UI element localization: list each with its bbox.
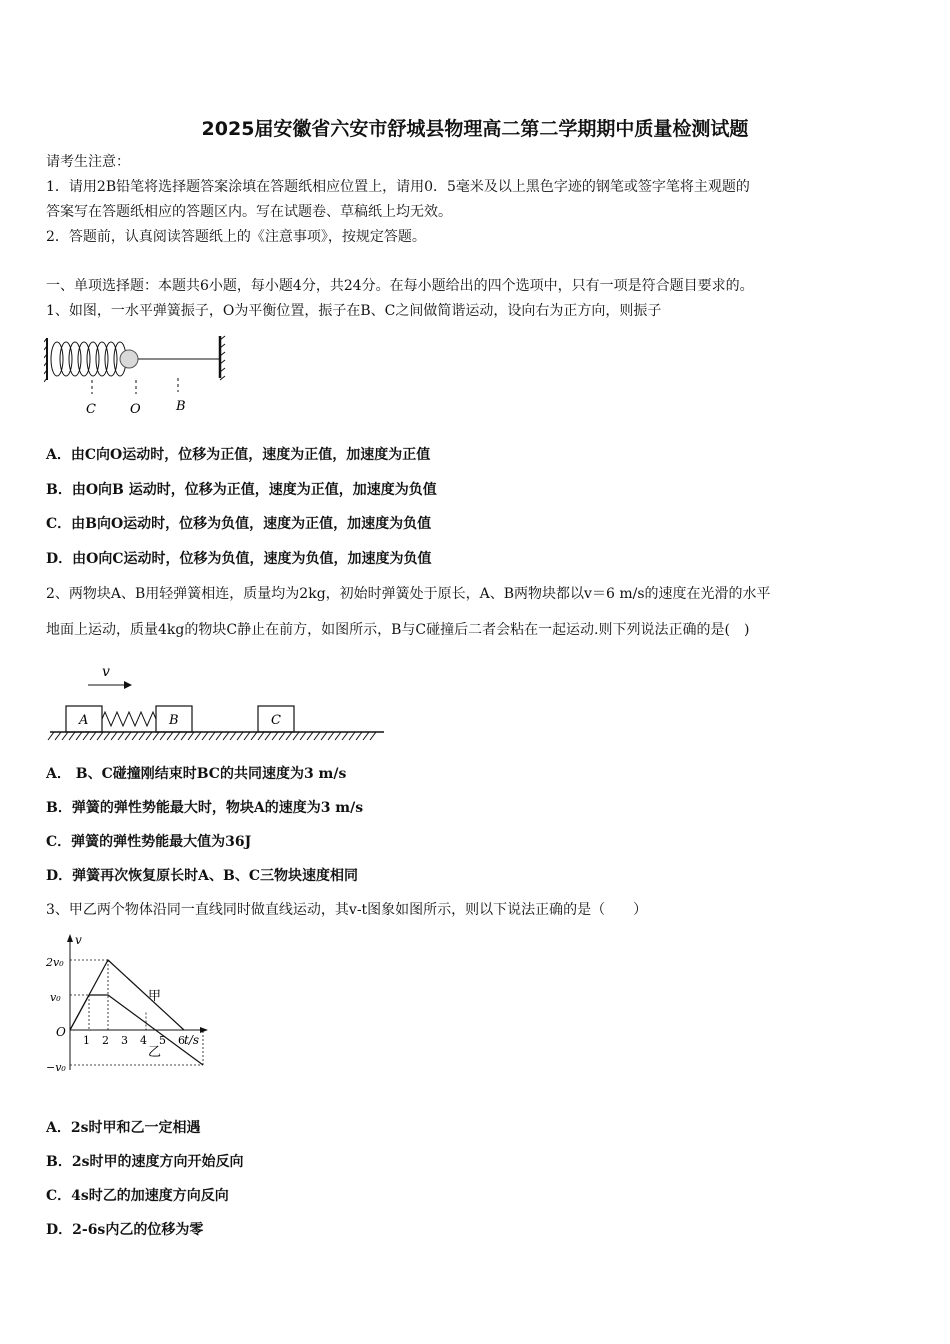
q3-option-d: D．2-6s内乙的位移为零 [46,1222,204,1238]
ground-hatch [363,732,369,740]
q2-option-c: C．弹簧的弹性势能最大值为36J [46,834,252,850]
q2-option-b: B．弹簧的弹性势能最大时，物块A的速度为3 m/s [46,800,364,816]
q2-option-d: D．弹簧再次恢复原长时A、B、C三物块速度相同 [46,868,358,884]
q3-series-jia-label: 甲 [148,989,162,1004]
ground-hatch [342,732,348,740]
ground-hatch [244,732,250,740]
notice-line-3: 2．答题前，认真阅读答题纸上的《注意事项》，按规定答题。 [46,229,426,245]
ground-hatch [314,732,320,740]
q3-option-c: C．4s时乙的加速度方向反向 [46,1188,229,1204]
q3-xtick-4: 4 [140,1034,147,1047]
ground-hatch [272,732,278,740]
page-title: 2025届安徽省六安市舒城县物理高二第二学期期中质量检测试题 [201,118,749,140]
q3-series-yi-label: 乙 [148,1045,162,1060]
ground-hatch [153,732,159,740]
q2-blocks-figure [46,658,390,746]
ground-hatch [237,732,243,740]
ground-hatch [48,732,54,740]
q2-stem-line-1: 2、两物块A、B用轻弹簧相连，质量均为2kg，初始时弹簧处于原长，A、B两物块都以v＝6 m/s的速度在光滑的水平 [46,586,771,602]
notice-line-1: 1．请用2B铅笔将选择题答案涂填在答题纸相应位置上，请用0．5毫米及以上黑色字迹的钢笔或签字笔将主观题的 [46,179,750,195]
ground-hatch [258,732,264,740]
q3-stem: 3、甲乙两个物体沿同一直线同时做直线运动，其v-t图象如图所示，则以下说法正确的是（ ） [46,902,648,918]
notice-heading: 请考生注意： [46,154,130,170]
q3-xtick-6: 6 [178,1034,185,1047]
q2-block-a-label: A [79,713,89,728]
q2-stem-line-2: 地面上运动，质量4kg的物块C静止在前方，如图所示，B与C碰撞后二者会粘在一起运动.则下列说法正确的是( ) [46,622,750,638]
ground-hatch [97,732,103,740]
ground-hatch [55,732,61,740]
ground-hatch [307,732,313,740]
ground-hatch [251,732,257,740]
ground-hatch [111,732,117,740]
q3-origin-label: O [56,1025,66,1039]
q3-vt-graph [44,930,220,1080]
ground-hatch [230,732,236,740]
section-heading: 一、单项选择题：本题共6小题，每小题4分，共24分。在每小题给出的四个选项中，只有一项是符合题目要求的。 [46,278,754,294]
q3-option-b: B．2s时甲的速度方向开始反向 [46,1154,244,1170]
ground-hatch [62,732,68,740]
ground-hatch [209,732,215,740]
ground-hatch [349,732,355,740]
ground-hatch [356,732,362,740]
q1-option-c: C．由B向O运动时，位移为负值，速度为正值，加速度为负值 [46,516,432,532]
ground-hatch [370,732,376,740]
q2-block-c-label: C [271,713,281,728]
ground-hatch [279,732,285,740]
q3-xtick-2: 2 [102,1034,109,1047]
q3-option-a: A．2s时甲和乙一定相遇 [46,1120,201,1136]
ground-hatch [118,732,124,740]
q1-label-c: C [86,402,96,417]
q3-x-axis-label: t/s [184,1033,200,1047]
notice-line-2: 答案写在答题纸相应的答题区内。写在试题卷、草稿纸上均无效。 [46,204,452,220]
ground-hatch [300,732,306,740]
q1-label-o: O [130,402,141,417]
ground-hatch [293,732,299,740]
q2-velocity-label: v [102,664,110,680]
q1-label-b: B [176,399,186,414]
q1-option-a: A．由C向O运动时，位移为正值，速度为正值，加速度为正值 [46,447,431,463]
q3-ytick-neg-v0: −v₀ [46,1061,66,1074]
q3-ytick-v0: v₀ [50,991,61,1004]
ground-hatch [132,732,138,740]
ground-hatch [104,732,110,740]
ground-hatch [195,732,201,740]
q3-ytick-2v0: 2v₀ [46,956,64,969]
ground-hatch [69,732,75,740]
q1-stem: 1、如图，一水平弹簧振子，O为平衡位置，振子在B、C之间做简谐运动，设向右为正方向，则振子 [46,303,662,319]
q1-option-d: D．由O向C运动时，位移为负值，速度为负值，加速度为负值 [46,551,432,567]
ground-hatch [188,732,194,740]
ground-hatch [265,732,271,740]
ground-hatch [216,732,222,740]
ground-hatch [125,732,131,740]
q1-spring-oscillator-figure [44,332,240,424]
q3-xtick-3: 3 [121,1034,128,1047]
ground-hatch [83,732,89,740]
ground-hatch [139,732,145,740]
ground-hatch [321,732,327,740]
q2-block-b-label: B [169,713,179,728]
ground-hatch [174,732,180,740]
ground-hatch [76,732,82,740]
ground-hatch [328,732,334,740]
ground-hatch [90,732,96,740]
ground-hatch [335,732,341,740]
q3-xtick-1: 1 [83,1034,90,1047]
q2-option-a: A． B、C碰撞刚结束时BC的共同速度为3 m/s [46,766,347,782]
q1-option-b: B．由O向B 运动时，位移为正值，速度为正值，加速度为负值 [46,482,437,498]
ground-hatch [202,732,208,740]
ground-hatch [181,732,187,740]
ground-hatch [146,732,152,740]
q3-y-axis-label: v [75,933,82,947]
ground-hatch [286,732,292,740]
ground-hatch [223,732,229,740]
ground-hatch [167,732,173,740]
q3-xtick-5: 5 [159,1034,166,1047]
ground-hatch [160,732,166,740]
